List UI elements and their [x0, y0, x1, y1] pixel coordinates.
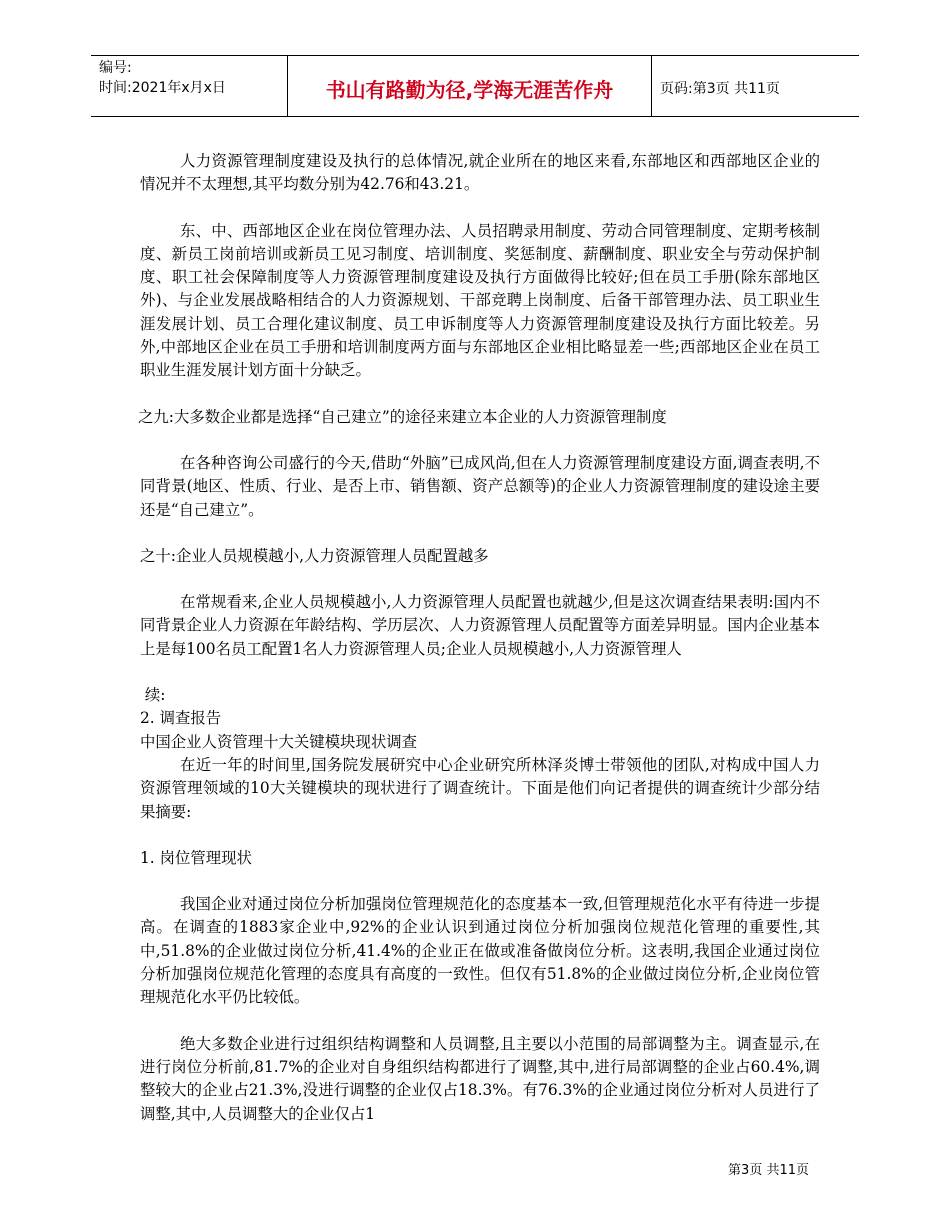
- section-one-heading: 1. 岗位管理现状: [140, 848, 252, 867]
- paragraph-job-analysis: 我国企业对通过岗位分析加强岗位管理规范化的态度基本一致,但管理规范化水平有待进一步提高。在调查的1883家企业中,92%的企业认识到通过岗位分析加强岗位规范化管理的重要性,其中,51.8%的企业做过岗位分析,41.4%的企业正在做或准备做岗位分析。这表明,我国企业通过岗位分析加强岗位规范化管理的态度具有高度的一致性。但仅有51.8%的企业做过岗位分析,企业岗位管理规范化水平仍比较低。: [140, 895, 820, 1007]
- paragraph-overall: 人力资源管理制度建设及执行的总体情况,就企业所在的地区来看,东部地区和西部地区企业的情况并不太理想,其平均数分别为42.76和43.21。: [140, 152, 820, 194]
- header-meta-cell: [91, 56, 288, 116]
- continued-label: 续:: [140, 686, 166, 705]
- page-code: 页码:第3页 共11页: [660, 81, 780, 97]
- paragraph-regions: 东、中、西部地区企业在岗位管理办法、人员招聘录用制度、劳动合同管理制度、定期考核制度、新员工岗前培训或新员工见习制度、培训制度、奖惩制度、薪酬制度、职业安全与劳动保护制度、职工社会保障制度等人力资源管理制度建设及执行方面做得比较好;但在员工手册(除东部地区外)、与企业发展战略相结合的人力资源规划、干部竞聘上岗制度、后备干部管理办法、员工职业生涯发展计划、员工合理化建议制度、员工申诉制度等人力资源管理制度建设及执行方面比较差。另外,中部地区企业在员工手册和培训制度两方面与东部地区企业相比略显差一些;西部地区企业在员工职业生涯发展计划方面十分缺乏。: [140, 221, 820, 380]
- paragraph-survey-intro: 在近一年的时间里,国务院发展研究中心企业研究所林泽炎博士带领他的团队,对构成中国人力资源管理领域的10大关键模块的现状进行了调查统计。下面是他们向记者提供的调查统计少部分结果摘要:: [140, 755, 820, 821]
- document-body: [140, 150, 820, 1126]
- header-page-cell: [652, 56, 859, 116]
- report-title: 中国企业人资管理十大关键模块现状调查: [140, 732, 418, 751]
- doc-number-label: 编号:: [99, 60, 132, 76]
- motto: 书山有路勤为径,学海无涯苦作舟: [325, 78, 614, 102]
- header-motto-cell: [288, 56, 652, 116]
- page-footer: 第3页 共11页: [728, 1163, 809, 1178]
- heading-ninth: 之九:大多数企业都是选择“自己建立”的途径来建立本企业的人力资源管理制度: [138, 407, 667, 426]
- page-header: [91, 55, 859, 117]
- time-label: 时间:2021年x月x日: [99, 80, 226, 96]
- paragraph-restructuring: 绝大多数企业进行过组织结构调整和人员调整,且主要以小范围的局部调整为主。调查显示,在进行岗位分析前,81.7%的企业对自身组织结构都进行了调整,其中,进行局部调整的企业占60.4%,调整较大的企业占21.3%,没进行调整的企业仅占18.3%。有76.3%的企业通过岗位分析对人员进行了调整,其中,人员调整大的企业仅占1: [140, 1034, 820, 1123]
- heading-tenth: 之十:企业人员规模越小,人力资源管理人员配置越多: [140, 546, 489, 565]
- section-two-heading: 2. 调查报告: [140, 709, 222, 728]
- paragraph-consulting: 在各种咨询公司盛行的今天,借助“外脑”已成风尚,但在人力资源管理制度建设方面,调查表明,不同背景(地区、性质、行业、是否上市、销售额、资产总额等)的企业人力资源管理制度的建设途主要还是“自己建立”。: [140, 453, 820, 519]
- paragraph-staffing: 在常规看来,企业人员规模越小,人力资源管理人员配置也就越少,但是这次调查结果表明:国内不同背景企业人力资源在年龄结构、学历层次、人力资源管理人员配置等方面差异明显。国内企业基本上是每100名员工配置1名人力资源管理人员;企业人员规模越小,人力资源管理人: [140, 593, 820, 658]
